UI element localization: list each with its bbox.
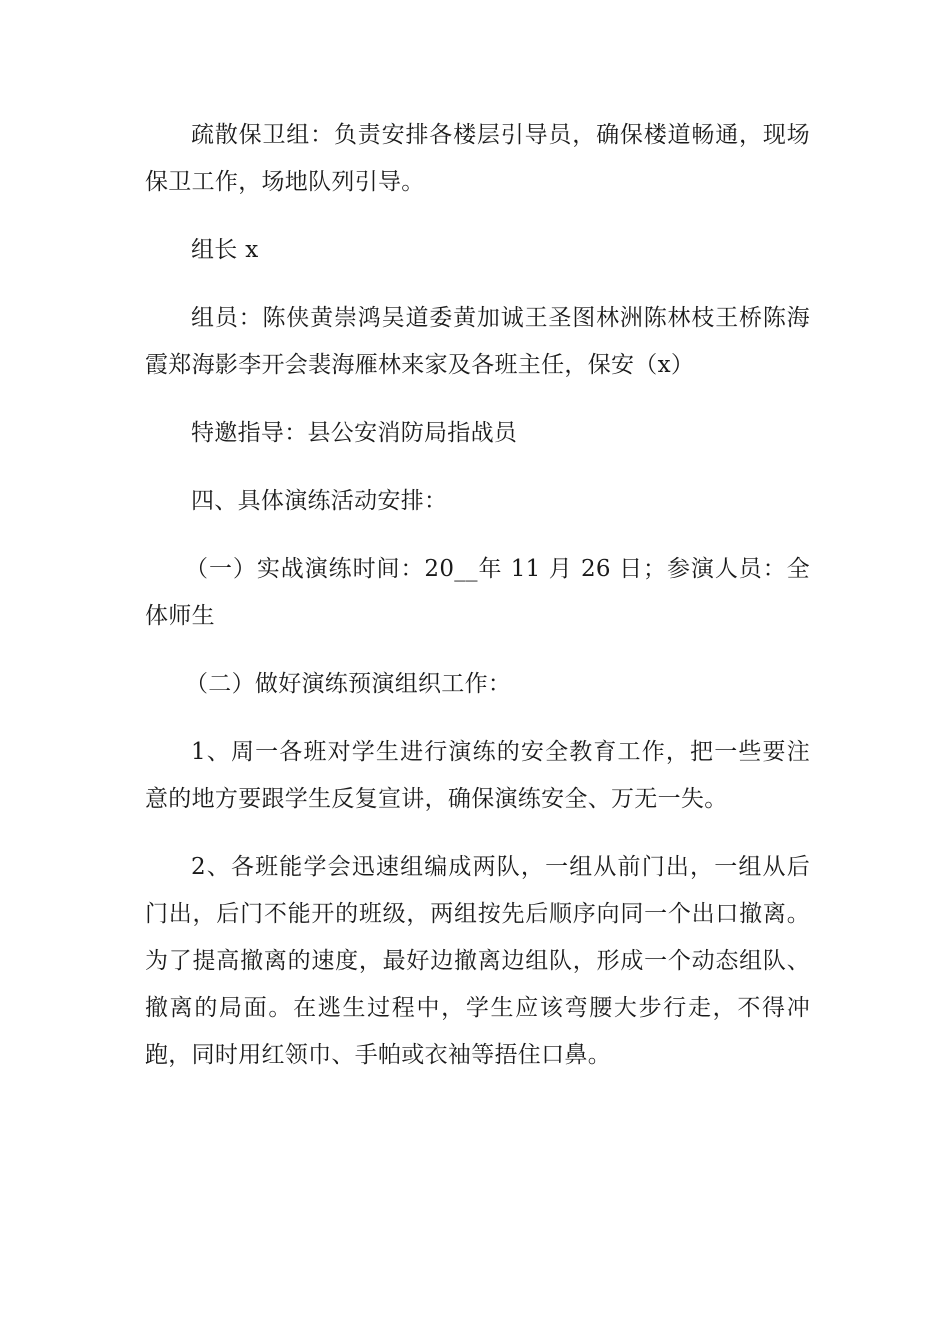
paragraph-evacuation-security-group: 疏散保卫组：负责安排各楼层引导员，确保楼道畅通，现场保卫工作，场地队列引导。 [145,122,810,195]
section-heading-drill-arrangement: 四、具体演练活动安排： [191,488,448,514]
paragraph-group-members: 组员：陈侠黄崇鸿吴道委黄加诚王圣图林洲陈林枝王桥陈海霞郑海影李开会裴海雁林来家及各班主任，保安（x） [145,305,810,378]
paragraph-group-leader: 组长 x [191,237,259,263]
paragraph-item-1: 1、周一各班对学生进行演练的安全教育工作，把一些要注意的地方要跟学生反复宣讲，确保演练安全、万无一失。 [145,739,810,812]
paragraph-item-2: 2、各班能学会迅速组编成两队，一组从前门出，一组从后门出，后门不能开的班级，两组按先后顺序向同一个出口撤离。为了提高撤离的速度，最好边撤离边组队，形成一个动态组队、撤离的局面。在逃生过程中，学生应该弯腰大步行走，不得冲跑，同时用红领巾、手帕或衣袖等捂住口鼻。 [145,854,810,1068]
paragraph-drill-time: （一）实战演练时间：20__年 11 月 26 日；参演人员：全体师生 [145,556,810,629]
document-body [145,112,810,1100]
paragraph-rehearsal-organization: （二）做好演练预演组织工作： [185,671,512,697]
paragraph-special-guidance: 特邀指导：县公安消防局指战员 [191,420,518,446]
